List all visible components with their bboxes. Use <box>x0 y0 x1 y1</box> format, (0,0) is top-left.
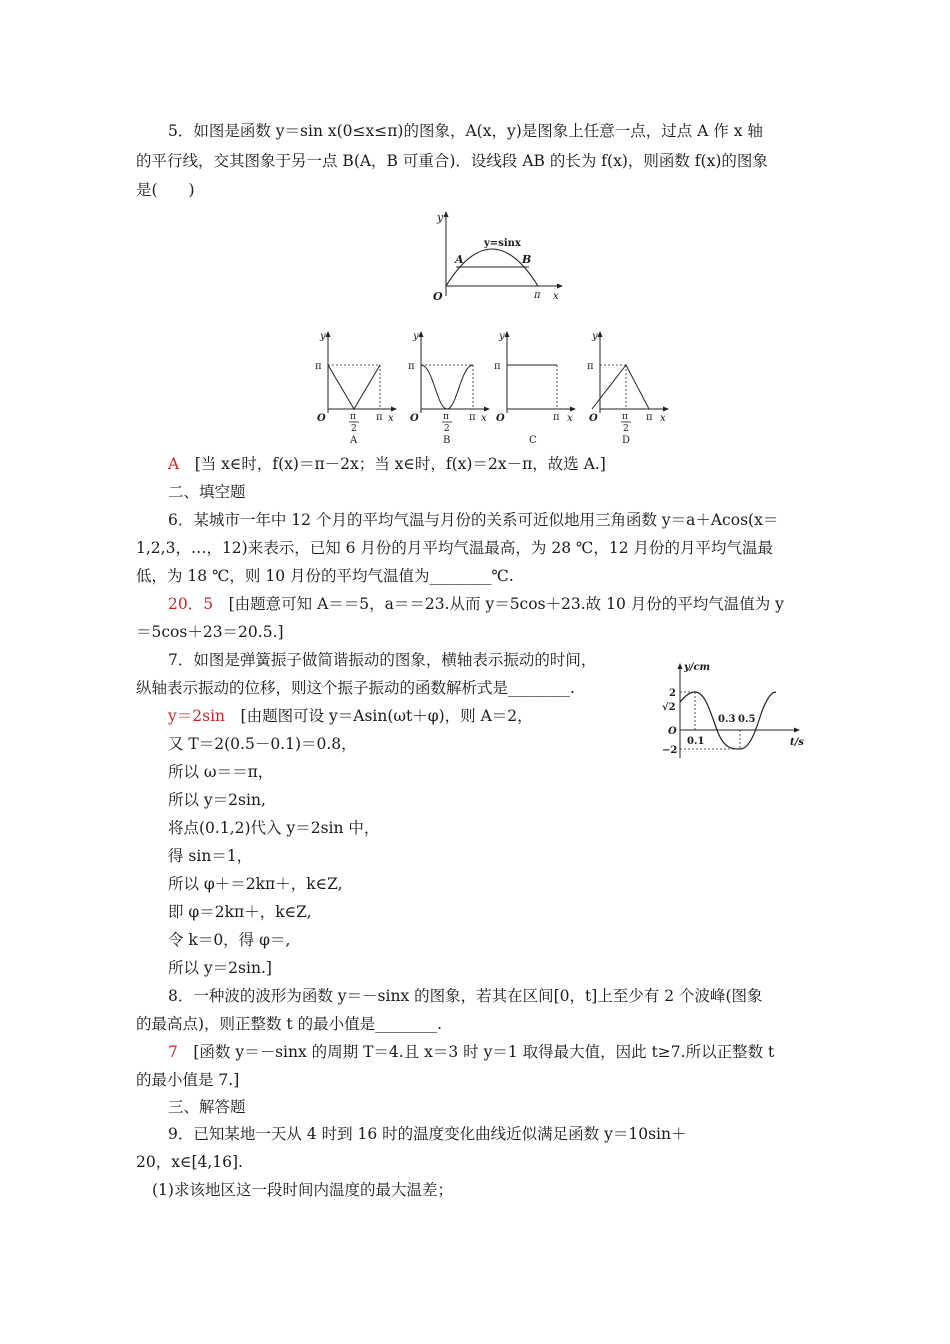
q5-option-d-half-num: π <box>622 412 628 422</box>
q5-option-d-x: x <box>660 413 666 424</box>
q7-step: 所以 φ＋＝2kπ＋，k∈Z, <box>168 875 343 893</box>
q5-option-d-figure <box>582 327 672 445</box>
q9-line-1: 9．已知某地一天从 4 时到 16 时的温度变化曲线近似满足函数 y＝10sin＋ <box>168 1125 687 1143</box>
q7-origin: O <box>668 726 677 737</box>
q5-option-a-pi-x: π <box>376 412 383 423</box>
q5-main-figure <box>422 208 572 308</box>
q5-option-b-pi-top: π <box>408 361 415 372</box>
q5-main-x-label: x <box>553 291 559 302</box>
q5-option-c-x: x <box>567 413 573 424</box>
q5-option-a-x: x <box>388 413 394 424</box>
q9-line-3: (1)求该地区这一段时间内温度的最大温差； <box>152 1181 453 1199</box>
q9-line-2: 20，x∈[4,16]. <box>136 1153 243 1171</box>
q5-option-c-letter: C <box>529 435 537 445</box>
q7-y-top: 2 <box>669 688 676 699</box>
q5-option-c-y: y <box>499 331 505 342</box>
q7-line-2: 纵轴表示振动的位移，则这个振子振动的函数解析式是________. <box>136 679 575 697</box>
q5-answer-explanation: [当 x∈时，f(x)＝π－2x；当 x∈时，f(x)＝2x－π，故选 A.] <box>179 455 606 473</box>
q5-answer <box>168 454 606 474</box>
q5-option-a-figure <box>310 327 400 445</box>
q5-line-3: 是( ) <box>136 181 195 199</box>
q5-line-2: 的平行线，交其图象于另一点 B(A，B 可重合)．设线段 AB 的长为 f(x)，则函数 f(x)的图象 <box>136 152 768 170</box>
q7-y-sqrt: √2 <box>662 702 676 713</box>
q7-step: 又 T＝2(0.5－0.1)＝0.8， <box>168 735 357 753</box>
q8-answer-line-1 <box>168 1042 774 1062</box>
q5-option-a-half-num: π <box>350 412 356 422</box>
q5-option-b-half-num: π <box>443 412 449 422</box>
q5-option-d-pi-top: π <box>587 361 594 372</box>
q5-main-y-label: y <box>437 211 444 224</box>
q7-tick-0-5: 0.5 <box>738 714 756 725</box>
q5-option-a-origin: O <box>317 413 326 424</box>
q5-option-c-figure <box>489 327 579 445</box>
q5-answer-letter: A <box>168 455 180 473</box>
q6-answer-value: 20．5 <box>168 595 214 613</box>
section-2-heading: 二、填空题 <box>168 483 246 501</box>
q5-option-b-y: y <box>413 331 419 342</box>
q7-oscillation-figure <box>652 658 812 778</box>
q5-option-b-letter: B <box>443 435 451 445</box>
q5-option-b-half-den: 2 <box>444 424 450 434</box>
q5-option-b-origin: O <box>410 413 419 424</box>
q5-option-a-pi-top: π <box>315 361 322 372</box>
q7-step: 所以 y＝2sin.] <box>168 959 272 977</box>
q5-option-c-pi-x: π <box>553 412 560 423</box>
q6-answer-explanation: [由题意可知 A＝＝5，a＝＝23.从而 y＝5cos＋23.故 10 月份的平均气温值为 y <box>213 595 784 613</box>
q5-option-a-y: y <box>320 331 326 342</box>
q7-line-1: 7．如图是弹簧振子做简谐振动的图象，横轴表示振动的时间， <box>168 651 597 669</box>
q5-main-point-a: A <box>455 253 464 266</box>
q5-main-curve-label: y=sinx <box>484 238 521 249</box>
q8-answer-explanation: [函数 y＝－sinx 的周期 T＝4.且 x＝3 时 y＝1 取得最大值，因此 t≥7.所以正整数 t <box>177 1043 775 1061</box>
q5-option-a-letter: A <box>350 435 358 445</box>
q5-option-d-y: y <box>592 331 598 342</box>
q5-option-d-half-den: 2 <box>623 424 629 434</box>
q5-option-c-pi-top: π <box>494 361 501 372</box>
q7-tick-0-3: 0.3 <box>718 714 736 725</box>
q6-line-1: 6．某城市一年中 12 个月的平均气温与月份的关系可近似地用三角函数 y＝a＋Acos(x＝ <box>168 511 779 529</box>
q5-option-d-pi-x: π <box>646 412 653 423</box>
q5-option-b-pi-x: π <box>469 412 476 423</box>
q5-line-1: 5．如图是函数 y＝sin x(0≤x≤π)的图象，A(x，y)是图象上任意一点，过点 A 作 x 轴 <box>168 122 763 140</box>
q5-option-d-origin: O <box>589 413 598 424</box>
q7-answer-value: y＝2sin <box>168 707 226 725</box>
q5-option-d-letter: D <box>622 435 631 445</box>
q7-y-bottom: −2 <box>662 745 678 756</box>
q5-main-point-b: B <box>522 253 532 266</box>
q7-step: 所以 y＝2sin, <box>168 791 266 809</box>
q5-option-b-figure <box>403 327 493 445</box>
q5-option-b-x: x <box>481 413 487 424</box>
q5-option-a-half-den: 2 <box>351 424 357 434</box>
q7-x-axis-label: t/s <box>790 737 804 748</box>
q8-line-2: 的最高点)，则正整数 t 的最小值是________. <box>136 1015 443 1033</box>
q8-line-1: 8．一种波的波形为函数 y＝－sinx 的图象，若其在区间[0，t]上至少有 2 个波峰(图象 <box>168 987 763 1005</box>
q5-main-pi-label: π <box>534 290 541 301</box>
q5-option-c-origin: O <box>496 413 505 424</box>
q7-answer-line-1 <box>168 706 533 726</box>
q7-answer-explanation: [由题图可设 y＝Asin(ωt＋φ)，则 A＝2， <box>225 707 533 725</box>
q6-answer-line-2: ＝5cos＋23＝20.5.] <box>136 623 284 641</box>
section-3-heading: 三、解答题 <box>168 1098 246 1116</box>
q8-answer-line-2: 的最小值是 7.] <box>136 1071 240 1089</box>
q6-answer-line-1 <box>168 594 784 614</box>
q6-line-2: 1,2,3，…，12)来表示，已知 6 月份的月平均气温最高，为 28 ℃，12 月份的月平均气温最 <box>136 539 773 557</box>
q7-step: 令 k＝0，得 φ＝, <box>168 931 291 949</box>
q7-step: 所以 ω＝＝π， <box>168 763 274 781</box>
q7-y-axis-label: y/cm <box>684 662 711 673</box>
q7-step: 即 φ＝2kπ＋，k∈Z, <box>168 903 312 921</box>
q7-step: 得 sin＝1， <box>168 847 253 865</box>
q7-step: 将点(0.1,2)代入 y＝2sin 中， <box>168 819 380 837</box>
q5-main-origin: O <box>433 290 443 303</box>
q7-tick-0-1: 0.1 <box>687 736 705 747</box>
q6-line-3: 低，为 18 ℃，则 10 月份的平均气温值为________℃. <box>136 567 514 585</box>
q8-answer-value: 7 <box>168 1043 178 1061</box>
